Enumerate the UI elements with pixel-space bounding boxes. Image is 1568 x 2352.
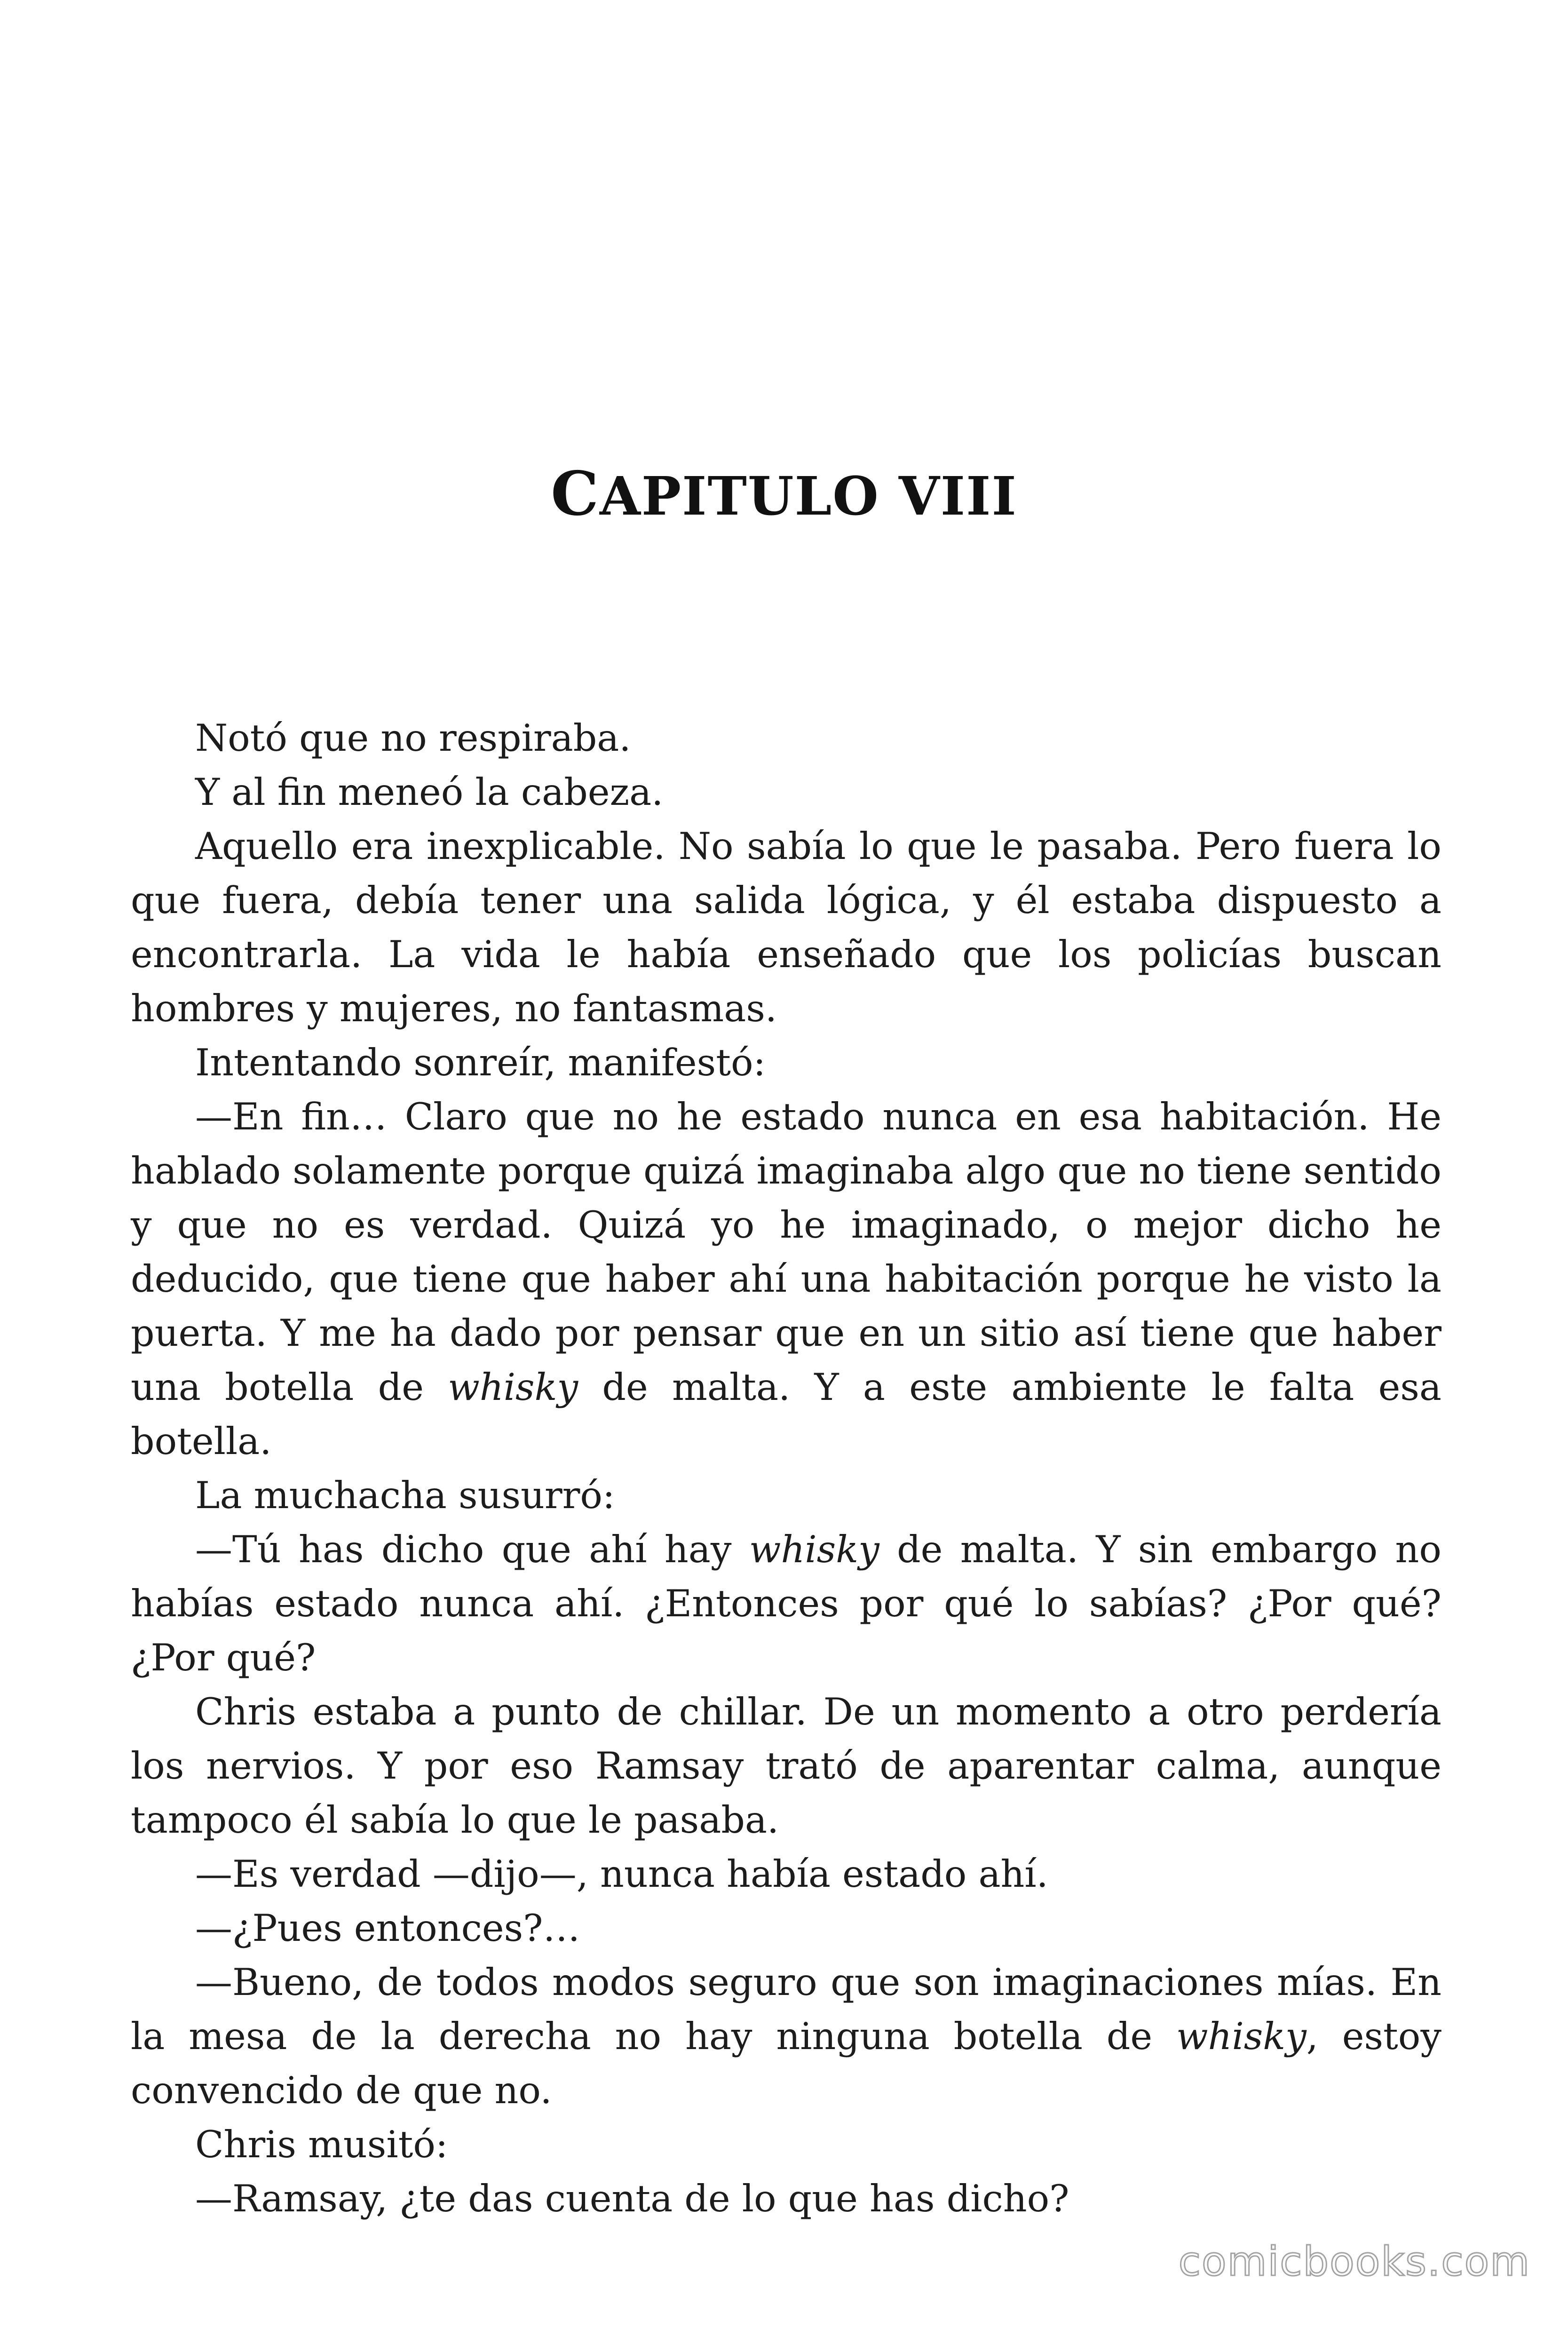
paragraph-text: —Tú has dicho que ahí hay bbox=[195, 1528, 749, 1571]
paragraph-text: —Ramsay, ¿te das cuenta de lo que has dicho? bbox=[195, 2177, 1069, 2220]
paragraph bbox=[131, 765, 1441, 819]
paragraph bbox=[131, 1523, 1441, 1685]
paragraph bbox=[131, 711, 1441, 765]
chapter-title-rest: APITULO VIII bbox=[599, 466, 1017, 527]
italic-term: whisky bbox=[749, 1528, 879, 1571]
paragraph-text: —¿Pues entonces?… bbox=[195, 1907, 580, 1950]
paragraph bbox=[131, 1469, 1441, 1523]
paragraph-text: Chris estaba a punto de chillar. De un momento a otro perdería los nervios. Y por eso Ramsay trató de aparentar calma, aunque tampoco él sabía lo que le pasaba. bbox=[131, 1690, 1441, 1842]
paragraph bbox=[131, 819, 1441, 1036]
paragraph bbox=[131, 1090, 1441, 1469]
paragraph-text: —Es verdad —dijo—, nunca había estado ahí. bbox=[195, 1852, 1048, 1896]
paragraph-text: Aquello era inexplicable. No sabía lo que le pasaba. Pero fuera lo que fuera, debía tener una salida lógica, y él estaba dispuesto a encontrarla. La vida le había enseñado que los policías buscan hombres y mujeres, no fantasmas. bbox=[131, 825, 1441, 1030]
paragraph bbox=[131, 2172, 1441, 2226]
paragraph-text: Intentando sonreír, manifestó: bbox=[195, 1041, 766, 1084]
paragraph bbox=[131, 2118, 1441, 2172]
chapter-body bbox=[131, 711, 1441, 2226]
paragraph bbox=[131, 1847, 1441, 1901]
paragraph-text: de malta. Y sin embargo no habías estado nunca ahí. ¿Entonces por qué lo sabías? ¿Por qué? ¿Por qué? bbox=[131, 1528, 1441, 1679]
paragraph-text: —Bueno, de todos modos seguro que son imaginaciones mías. En la mesa de la derecha no hay ninguna botella de bbox=[131, 1961, 1441, 2058]
paragraph-text: La muchacha susurró: bbox=[195, 1474, 615, 1517]
watermark: comicbooks.com bbox=[1178, 2238, 1530, 2285]
paragraph-text: Notó que no respiraba. bbox=[195, 716, 631, 760]
paragraph-text: , estoy convencido de que no. bbox=[131, 2015, 1441, 2112]
chapter-title-initial: C bbox=[551, 459, 600, 529]
paragraph-text: Chris musitó: bbox=[195, 2123, 448, 2166]
chapter-title bbox=[0, 459, 1568, 529]
paragraph bbox=[131, 1955, 1441, 2118]
paragraph-text: —En fin… Claro que no he estado nunca en esa habitación. He hablado solamente porque quizá imaginaba algo que no tiene sentido y que no es verdad. Quizá yo he imaginado, o mejor dicho he deducido, que tiene que haber ahí una habitación porque he visto la puerta. Y me ha dado por pensar que en un sitio así tiene que haber una botella de bbox=[131, 1095, 1441, 1409]
paragraph-text: de malta. Y a este ambiente le falta esa botella. bbox=[131, 1366, 1442, 1463]
paragraph-text: Y al fin meneó la cabeza. bbox=[195, 771, 664, 814]
paragraph bbox=[131, 1685, 1441, 1847]
paragraph bbox=[131, 1901, 1441, 1955]
italic-term: whisky bbox=[1176, 2015, 1307, 2058]
italic-term: whisky bbox=[448, 1366, 578, 1409]
paragraph bbox=[131, 1036, 1441, 1090]
